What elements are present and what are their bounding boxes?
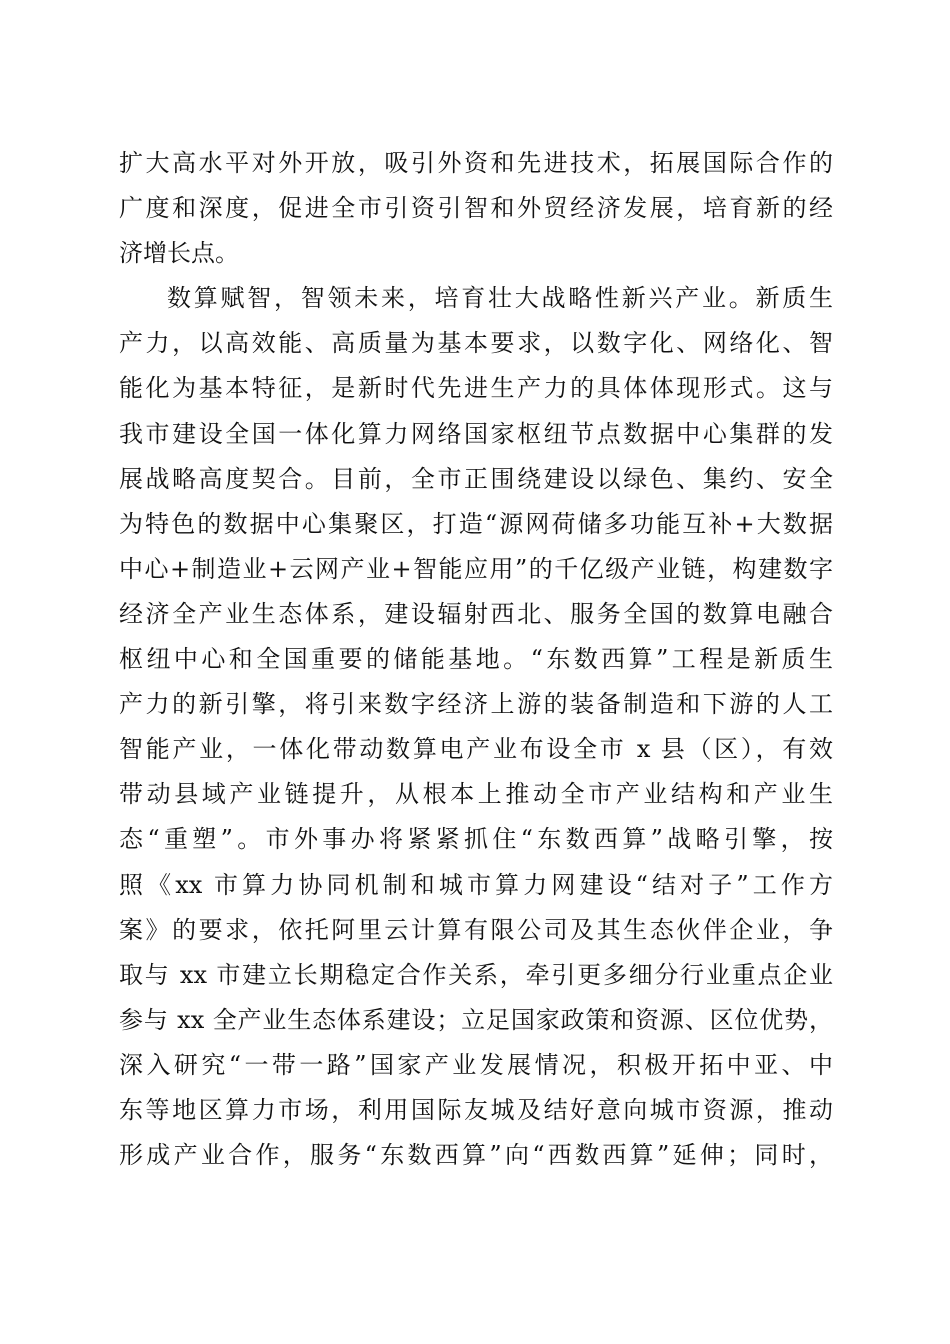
paragraph-2	[119, 276, 833, 1178]
paragraph-line: 深入研究“一带一路”国家产业发展情况，积极开拓中亚、中	[119, 1050, 833, 1079]
paragraph-line: 中心+制造业+云网产业+智能应用”的千亿级产业链，构建数字	[119, 554, 833, 583]
paragraph-line: 取与 xx 市建立长期稳定合作关系，牵引更多细分行业重点企业	[119, 960, 833, 989]
paragraph-line: 广度和深度，促进全市引资引智和外贸经济发展，培育新的经	[119, 194, 833, 223]
paragraph-line: 参与 xx 全产业生态体系建设；立足国家政策和资源、区位优势，	[119, 1005, 833, 1034]
paragraph-line: 产力的新引擎，将引来数字经济上游的装备制造和下游的人工	[119, 690, 833, 719]
paragraph-line: 照《xx 市算力协同机制和城市算力网建设“结对子”工作方	[119, 870, 833, 899]
paragraph-line: 东等地区算力市场，利用国际友城及结好意向城市资源，推动	[119, 1095, 833, 1124]
paragraph-line: 案》的要求，依托阿里云计算有限公司及其生态伙伴企业，争	[119, 915, 833, 944]
document-body	[119, 141, 833, 1178]
paragraph-line: 形成产业合作，服务“东数西算”向“西数西算”延伸；同时，	[119, 1141, 833, 1170]
paragraph-line: 济增长点。	[119, 239, 239, 268]
paragraph-line: 为特色的数据中心集聚区，打造“源网荷储多功能互补+大数据	[119, 509, 833, 538]
paragraph-line: 展战略高度契合。目前，全市正围绕建设以绿色、集约、安全	[119, 464, 833, 493]
paragraph-line: 带动县域产业链提升，从根本上推动全市产业结构和产业生	[119, 780, 833, 809]
paragraph-line: 枢纽中心和全国重要的储能基地。“东数西算”工程是新质生	[119, 645, 833, 674]
paragraph-line: 智能产业，一体化带动数算电产业布设全市 x 县（区），有效	[119, 735, 833, 764]
paragraph-line: 能化为基本特征，是新时代先进生产力的具体体现形式。这与	[119, 374, 833, 403]
paragraph-line: 经济全产业生态体系，建设辐射西北、服务全国的数算电融合	[119, 599, 833, 628]
paragraph-1	[119, 141, 833, 276]
paragraph-line: 数算赋智，智领未来，培育壮大战略性新兴产业。新质生	[167, 284, 833, 313]
paragraph-line: 态“重塑”。市外事办将紧紧抓住“东数西算”战略引擎，按	[119, 825, 833, 854]
paragraph-line: 我市建设全国一体化算力网络国家枢纽节点数据中心集群的发	[119, 419, 833, 448]
paragraph-line: 扩大高水平对外开放，吸引外资和先进技术，拓展国际合作的	[119, 149, 833, 177]
paragraph-line: 产力，以高效能、高质量为基本要求，以数字化、网络化、智	[119, 329, 833, 358]
